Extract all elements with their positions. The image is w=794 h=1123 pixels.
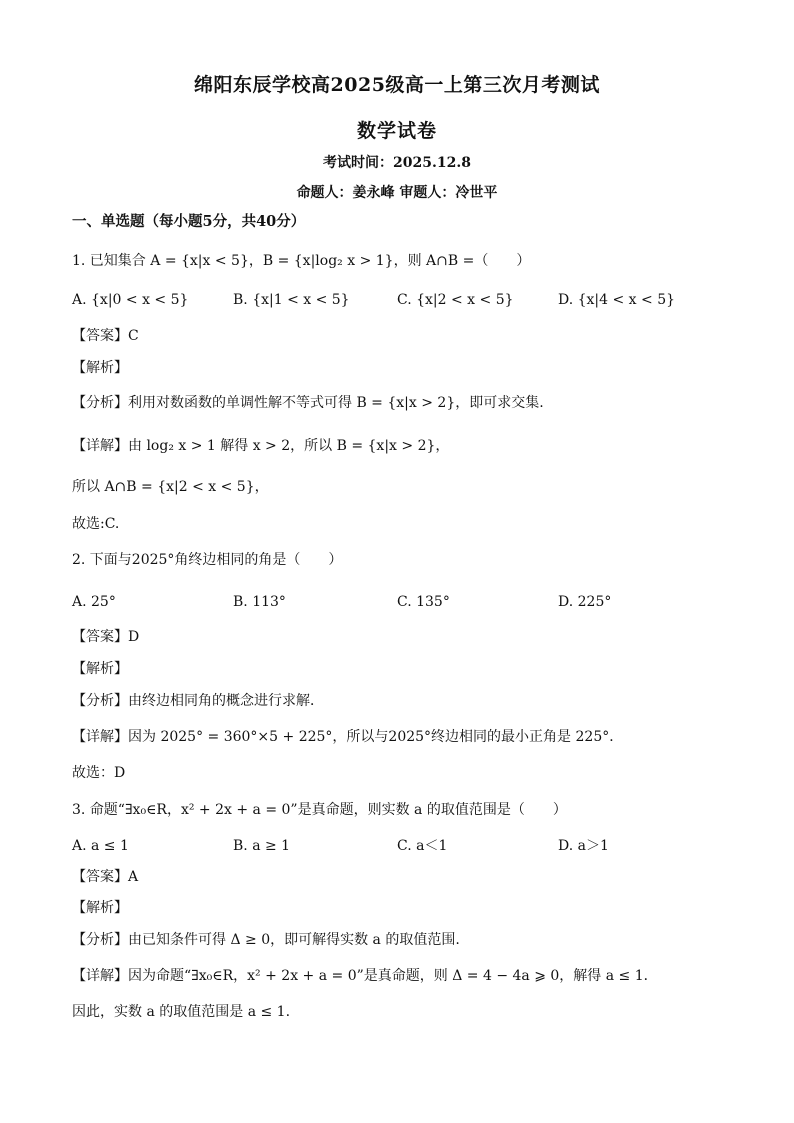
q2-option-a: A. 25° — [72, 594, 116, 610]
exam-title: 绵阳东辰学校高2025级高一上第三次月考测试 — [194, 74, 600, 96]
q3-answer: 【答案】A — [72, 869, 139, 885]
exam-subtitle: 数学试卷 — [356, 120, 437, 142]
q3-option-a: A. a ≤ 1 — [72, 838, 129, 854]
q1-stem: 1. 已知集合 A = {x|x < 5}，B = {x|log₂ x > 1}，则 A∩B =（ ） — [72, 253, 531, 269]
q2-stem: 2. 下面与2025°角终边相同的角是（ ） — [72, 552, 343, 568]
q2-detail: 【详解】因为 2025° = 360°×5 + 225°，所以与2025°终边相同的最小正角是 225°． — [72, 729, 624, 745]
q2-option-c: C. 135° — [397, 594, 450, 610]
q2-option-d: D. 225° — [558, 594, 612, 610]
q2-answer: 【答案】D — [72, 629, 140, 645]
q3-detail: 【详解】因为命题“∃x₀∈R，x² + 2x + a = 0”是真命题，则 Δ = 4 − 4a ⩾ 0，解得 a ≤ 1． — [72, 968, 658, 984]
q2-choice: 故选：D — [72, 765, 126, 781]
exam-time: 考试时间：2025.12.8 — [323, 155, 471, 171]
q3-option-d: D. a＞1 — [558, 838, 609, 854]
q1-detail-2: 所以 A∩B = {x|2 < x < 5}， — [72, 479, 269, 495]
q3-stem: 3. 命题“∃x₀∈R，x² + 2x + a = 0”是真命题，则实数 a 的取值范围是（ ） — [72, 802, 567, 818]
q2-analysis-label: 【解析】 — [72, 661, 128, 677]
q1-option-d: D. {x|4 < x < 5} — [558, 292, 676, 308]
q3-conclusion: 因此，实数 a 的取值范围是 a ≤ 1. — [72, 1004, 291, 1020]
section-heading: 一、单选题（每小题5分，共40分） — [72, 213, 306, 230]
q1-detail: 【详解】由 log₂ x > 1 解得 x > 2，所以 B = {x|x > 2}， — [72, 438, 450, 454]
q2-analysis: 【分析】由终边相同角的概念进行求解． — [72, 693, 324, 709]
q3-option-b: B. a ≥ 1 — [233, 838, 291, 854]
q1-option-c: C. {x|2 < x < 5} — [397, 292, 514, 308]
q3-analysis-label: 【解析】 — [72, 900, 128, 916]
q3-analysis: 【分析】由已知条件可得 Δ ≥ 0，即可解得实数 a 的取值范围. — [72, 932, 460, 948]
q3-option-c: C. a＜1 — [397, 838, 448, 854]
q1-answer: 【答案】C — [72, 328, 139, 344]
q1-analysis: 【分析】利用对数函数的单调性解不等式可得 B = {x|x > 2}，即可求交集. — [72, 395, 544, 411]
exam-authors: 命题人：姜永峰 审题人：冷世平 — [296, 185, 498, 201]
q1-option-a: A. {x|0 < x < 5} — [72, 292, 189, 308]
q2-option-b: B. 113° — [233, 594, 286, 610]
q1-choice: 故选:C. — [72, 516, 120, 532]
q1-option-b: B. {x|1 < x < 5} — [233, 292, 350, 308]
q1-analysis-label: 【解析】 — [72, 360, 128, 376]
